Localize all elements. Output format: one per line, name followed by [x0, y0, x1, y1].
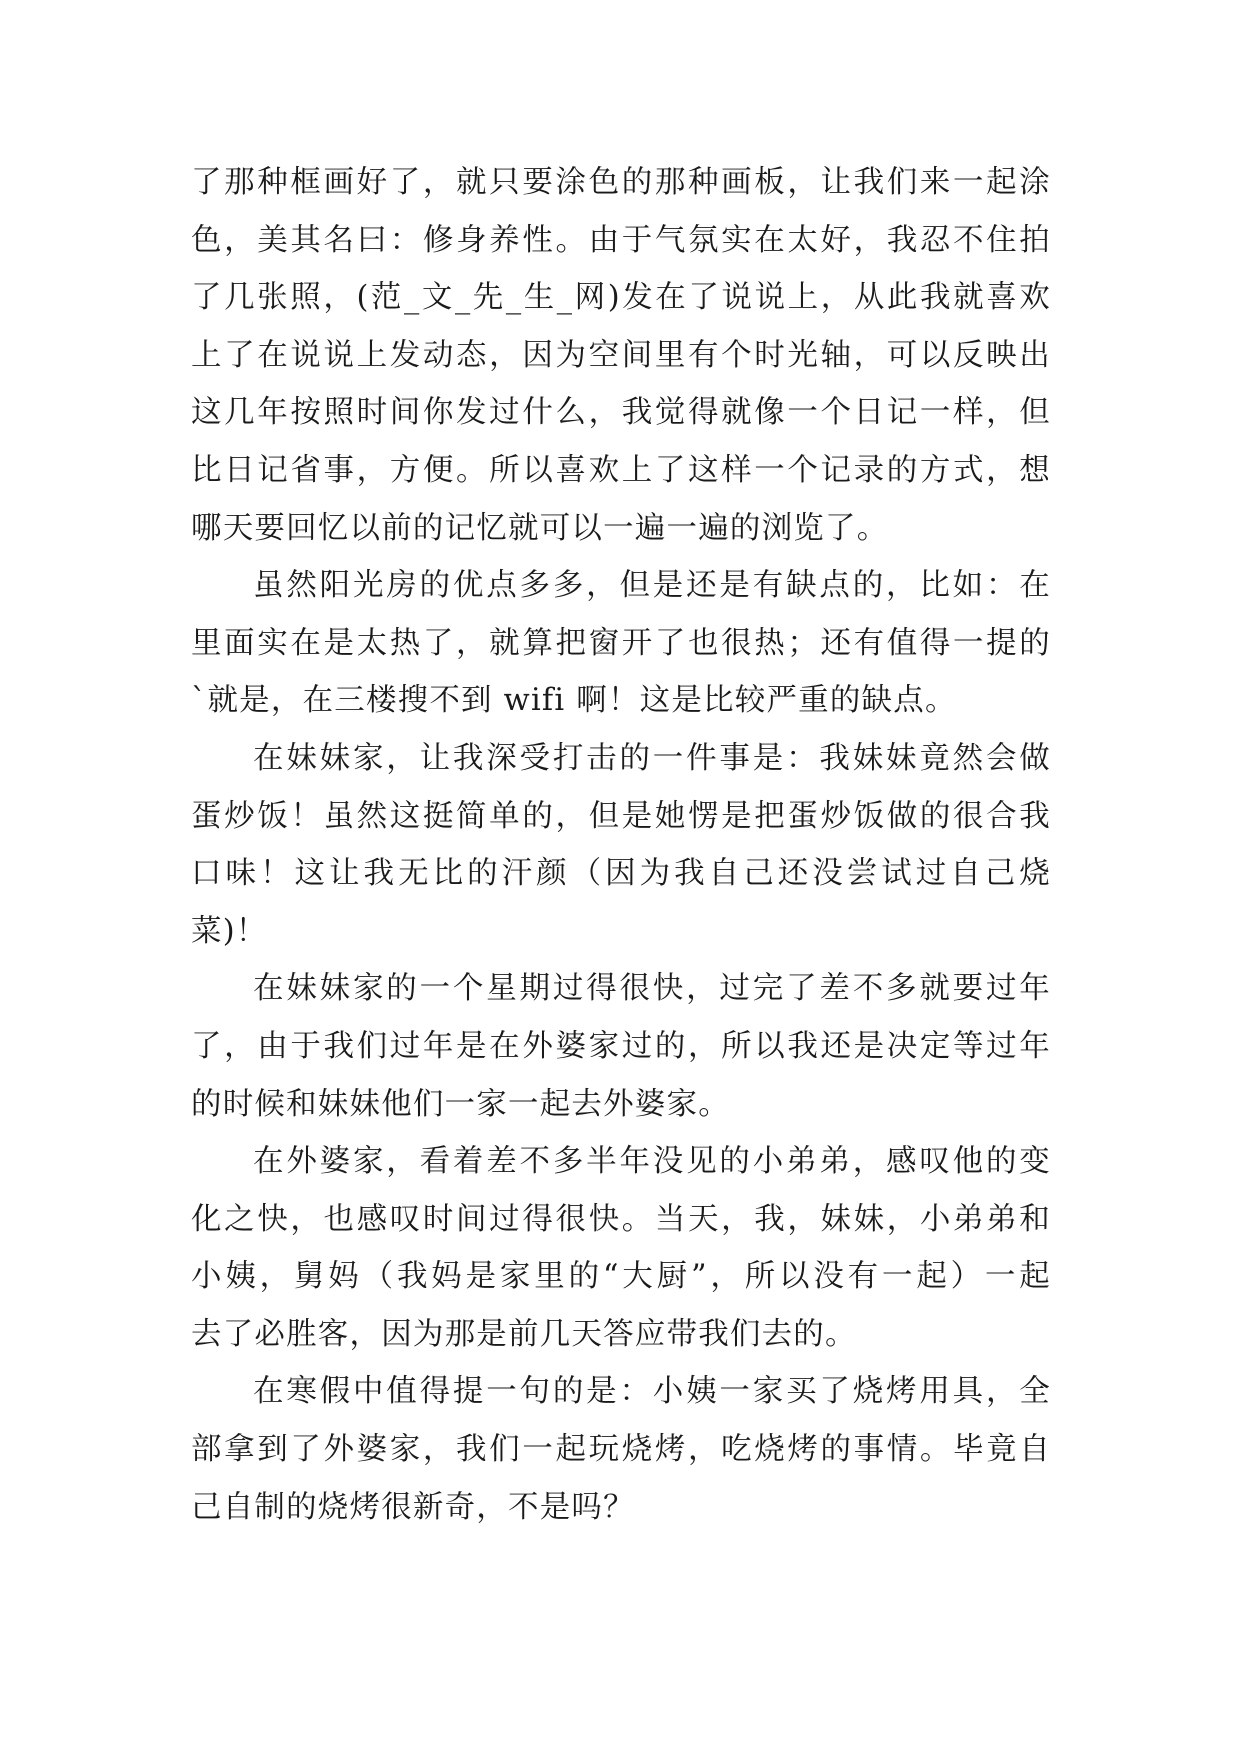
text-line: `就是，在三楼搜不到 wifi 啊！这是比较严重的缺点。 [191, 683, 957, 719]
text-line: 哪天要回忆以前的记忆就可以一遍一遍的浏览了。 [191, 510, 889, 546]
paragraph-first-line: 在妹妹家，让我深受打击的一件事是：我妹妹竟然会做 [253, 740, 1051, 776]
paragraph-first-line: 在妹妹家的一个星期过得很快，过完了差不多就要过年 [253, 971, 1051, 1007]
text-line: 色，美其名曰：修身养性。由于气氛实在太好，我忍不住拍 [191, 222, 1051, 258]
text-line: 比日记省事，方便。所以喜欢上了这样一个记录的方式，想 [191, 452, 1051, 488]
paragraph-first-line: 在外婆家，看着差不多半年没见的小弟弟，感叹他的变 [253, 1144, 1051, 1180]
text-line: 小姨，舅妈（我妈是家里的“大厨”，所以没有一起）一起 [191, 1259, 1051, 1295]
text-line: 部拿到了外婆家，我们一起玩烧烤，吃烧烤的事情。毕竟自 [191, 1432, 1051, 1468]
text-line: 的时候和妹妹他们一家一起去外婆家。 [191, 1086, 730, 1122]
paragraph-first-line: 在寒假中值得提一句的是：小姨一家买了烧烤用具，全 [253, 1374, 1051, 1410]
text-line: 了，由于我们过年是在外婆家过的，所以我还是决定等过年 [191, 1028, 1051, 1064]
text-line: 化之快，也感叹时间过得很快。当天，我，妹妹，小弟弟和 [191, 1201, 1051, 1237]
text-line: 上了在说说上发动态，因为空间里有个时光轴，可以反映出 [191, 337, 1051, 373]
text-line: 去了必胜客，因为那是前几天答应带我们去的。 [191, 1316, 857, 1352]
text-line: 了几张照，(范_文_先_生_网)发在了说说上，从此我就喜欢 [191, 280, 1051, 316]
text-line: 了那种框画好了，就只要涂色的那种画板，让我们来一起涂 [191, 165, 1051, 200]
text-line: 这几年按照时间你发过什么，我觉得就像一个日记一样，但 [191, 395, 1051, 431]
text-line: 己自制的烧烤很新奇，不是吗？ [191, 1489, 635, 1525]
body-text [191, 154, 1051, 1536]
text-line: 蛋炒饭！虽然这挺简单的，但是她愣是把蛋炒饭做的很合我 [191, 798, 1051, 834]
text-line: 口味！这让我无比的汗颜（因为我自己还没尝试过自己烧 [191, 856, 1051, 892]
text-line: 里面实在是太热了，就算把窗开了也很热；还有值得一提的 [191, 625, 1051, 661]
text-line: 菜)！ [191, 913, 268, 949]
paragraph-first-line: 虽然阳光房的优点多多，但是还是有缺点的，比如：在 [253, 568, 1051, 604]
